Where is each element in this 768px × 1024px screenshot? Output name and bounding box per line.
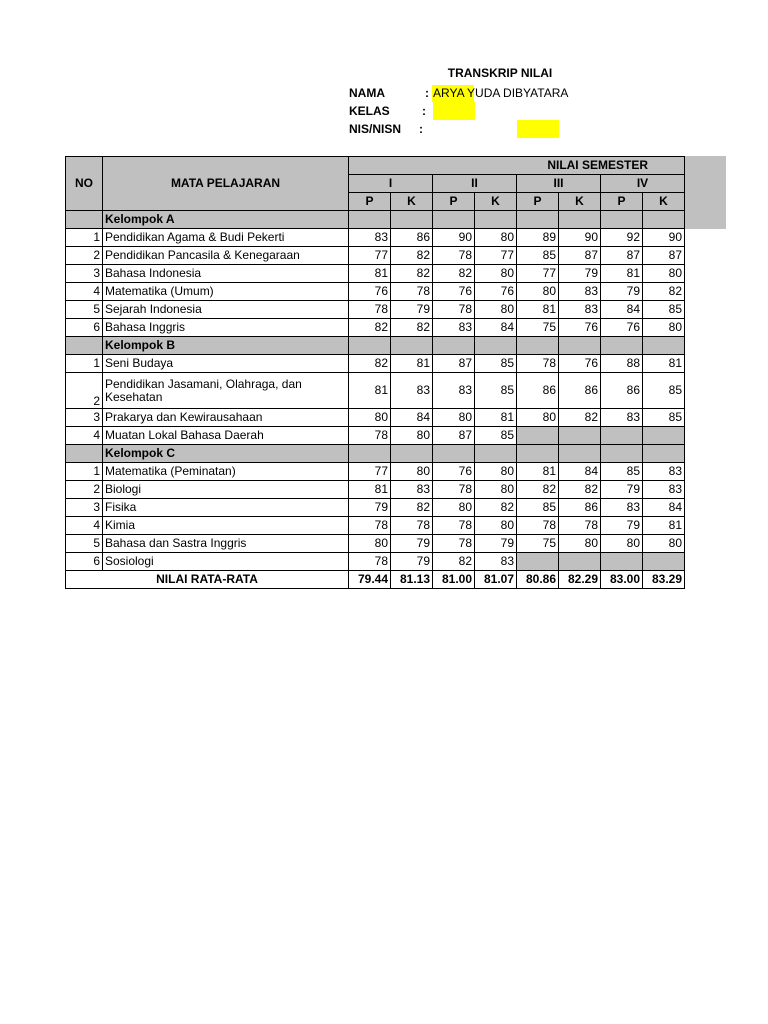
row-number: 6: [66, 553, 103, 571]
average-value: 81.00: [433, 571, 475, 589]
grade-cell: 79: [391, 535, 433, 553]
grade-cell: 79: [559, 265, 601, 283]
grade-cell: 82: [643, 283, 685, 301]
subject-name: Bahasa Inggris: [103, 319, 349, 337]
grade-cell: 81: [391, 355, 433, 373]
grade-cell: 81: [643, 355, 685, 373]
grade-cell: 76: [559, 319, 601, 337]
subject-name: Muatan Lokal Bahasa Daerah: [103, 427, 349, 445]
grade-cell: 85: [475, 373, 517, 409]
grade-cell: 80: [559, 535, 601, 553]
subject-name: Biologi: [103, 481, 349, 499]
grade-cell: 79: [601, 283, 643, 301]
grade-cell: 80: [349, 409, 391, 427]
grade-cell: 80: [475, 229, 517, 247]
group-empty-cell: [559, 445, 601, 463]
grade-cell: 86: [517, 373, 559, 409]
grade-cell: 75: [517, 535, 559, 553]
grade-cell: 83: [433, 319, 475, 337]
average-value: 83.29: [643, 571, 685, 589]
row-number: 4: [66, 283, 103, 301]
grade-cell: [601, 427, 643, 445]
group-empty-cell: [643, 445, 685, 463]
grade-cell: 81: [349, 373, 391, 409]
grade-cell: 79: [391, 301, 433, 319]
grade-cell: 85: [643, 301, 685, 319]
subject-name: Kimia: [103, 517, 349, 535]
group-empty-cell: [517, 211, 559, 229]
grade-cell: 80: [643, 535, 685, 553]
grade-cell: 81: [475, 409, 517, 427]
grade-cell: 80: [517, 409, 559, 427]
subject-name: Seni Budaya: [103, 355, 349, 373]
grade-cell: 87: [601, 247, 643, 265]
group-empty-cell: [391, 337, 433, 355]
grade-cell: [601, 553, 643, 571]
table-row: [66, 355, 685, 373]
group-empty-cell: [601, 211, 643, 229]
row-number: 4: [66, 517, 103, 535]
subject-name: Matematika (Umum): [103, 283, 349, 301]
subject-name: Pendidikan Agama & Budi Pekerti: [103, 229, 349, 247]
grade-cell: 82: [559, 481, 601, 499]
group-row: [66, 211, 685, 229]
table-row: [66, 535, 685, 553]
row-number: 4: [66, 427, 103, 445]
average-value: 80.86: [517, 571, 559, 589]
grade-cell: 85: [475, 427, 517, 445]
average-value: 82.29: [559, 571, 601, 589]
grade-cell: [559, 427, 601, 445]
table-row: [66, 427, 685, 445]
subject-name: Pendidikan Pancasila & Kenegaraan: [103, 247, 349, 265]
grade-cell: 78: [559, 517, 601, 535]
group-row: [66, 337, 685, 355]
grade-cell: 77: [349, 463, 391, 481]
nis-value-highlight: [517, 120, 559, 138]
grade-cell: 85: [517, 247, 559, 265]
grade-cell: 78: [349, 301, 391, 319]
grey-side-block: [684, 156, 726, 229]
kelas-colon: :: [422, 104, 426, 118]
header-semester-1: I: [349, 175, 433, 193]
grade-cell: 87: [643, 247, 685, 265]
grade-cell: 83: [601, 499, 643, 517]
average-value: 81.07: [475, 571, 517, 589]
group-empty-cell: [391, 445, 433, 463]
grade-cell: 80: [433, 409, 475, 427]
header-sub-k: K: [643, 193, 685, 211]
group-empty-cell: [433, 211, 475, 229]
nama-colon: :: [425, 86, 429, 100]
grade-cell: 87: [433, 427, 475, 445]
group-empty-cell: [475, 211, 517, 229]
group-empty-cell: [643, 211, 685, 229]
row-number: 3: [66, 409, 103, 427]
subject-name: Fisika: [103, 499, 349, 517]
group-empty-cell: [349, 445, 391, 463]
grade-cell: [559, 553, 601, 571]
grade-cell: 76: [349, 283, 391, 301]
subject-name: Sejarah Indonesia: [103, 301, 349, 319]
table-row: [66, 319, 685, 337]
nama-value: ARYA YUDA DIBYATARA: [433, 86, 569, 100]
grade-cell: 77: [349, 247, 391, 265]
grade-cell: 90: [559, 229, 601, 247]
group-row: [66, 445, 685, 463]
grade-cell: 90: [643, 229, 685, 247]
grade-cell: 81: [643, 517, 685, 535]
grade-cell: 79: [349, 499, 391, 517]
table-row: [66, 481, 685, 499]
grade-cell: 83: [391, 373, 433, 409]
grade-cell: 80: [391, 463, 433, 481]
row-number: 1: [66, 463, 103, 481]
subject-name: Prakarya dan Kewirausahaan: [103, 409, 349, 427]
grade-cell: 81: [601, 265, 643, 283]
grade-cell: [517, 427, 559, 445]
table-row: [66, 301, 685, 319]
table-row: [66, 463, 685, 481]
grade-cell: 76: [433, 283, 475, 301]
grade-cell: 76: [601, 319, 643, 337]
grade-cell: 79: [601, 517, 643, 535]
grade-cell: 79: [475, 535, 517, 553]
grade-cell: 84: [559, 463, 601, 481]
header-no: NO: [66, 157, 103, 211]
group-empty-cell: [433, 445, 475, 463]
kelas-value-highlight: [433, 102, 475, 120]
grade-cell: 82: [475, 499, 517, 517]
subject-name: Pendidikan Jasamani, Olahraga, dan Kesehatan: [103, 373, 349, 409]
header-semester-3: III: [517, 175, 601, 193]
row-number: 2: [66, 373, 103, 409]
table-row: [66, 499, 685, 517]
grade-cell: 75: [517, 319, 559, 337]
group-no-cell: [66, 211, 103, 229]
grade-cell: 78: [433, 247, 475, 265]
grade-cell: 77: [517, 265, 559, 283]
grade-cell: 81: [517, 301, 559, 319]
grade-cell: 76: [475, 283, 517, 301]
row-number: 5: [66, 301, 103, 319]
group-empty-cell: [559, 211, 601, 229]
grade-cell: 82: [433, 265, 475, 283]
nis-label: NIS/NISN: [349, 122, 402, 136]
grade-cell: 82: [391, 499, 433, 517]
grade-cell: 80: [475, 481, 517, 499]
header-sub-k: K: [559, 193, 601, 211]
table-row: [66, 283, 685, 301]
grade-cell: 82: [559, 409, 601, 427]
grade-cell: 79: [391, 553, 433, 571]
grade-cell: 80: [475, 265, 517, 283]
group-empty-cell: [475, 445, 517, 463]
grade-cell: 84: [643, 499, 685, 517]
table-row: [66, 553, 685, 571]
average-row: [66, 571, 685, 589]
row-number: 3: [66, 499, 103, 517]
table-row: [66, 517, 685, 535]
grade-cell: 77: [475, 247, 517, 265]
grade-cell: [643, 427, 685, 445]
table-row: [66, 247, 685, 265]
group-name: Kelompok A: [103, 211, 349, 229]
grade-cell: 84: [601, 301, 643, 319]
grade-cell: 80: [475, 517, 517, 535]
grade-cell: 82: [391, 265, 433, 283]
grade-cell: 83: [643, 463, 685, 481]
grade-cell: 82: [433, 553, 475, 571]
grade-cell: 87: [433, 355, 475, 373]
header-semester-2: II: [433, 175, 517, 193]
group-empty-cell: [643, 337, 685, 355]
grade-cell: 83: [559, 301, 601, 319]
grade-cell: 78: [517, 517, 559, 535]
grade-table: [65, 156, 685, 589]
table-row: [66, 409, 685, 427]
grade-cell: 85: [643, 373, 685, 409]
grade-cell: 83: [601, 409, 643, 427]
header-nilai-semester: NILAI SEMESTER: [349, 157, 685, 175]
document-title: TRANSKRIP NILAI: [447, 66, 553, 80]
row-number: 5: [66, 535, 103, 553]
nis-colon: :: [419, 122, 423, 136]
subject-name: Bahasa Indonesia: [103, 265, 349, 283]
grade-cell: 78: [349, 553, 391, 571]
table-row: [66, 265, 685, 283]
group-name: Kelompok B: [103, 337, 349, 355]
group-empty-cell: [559, 337, 601, 355]
grade-cell: 80: [475, 463, 517, 481]
grade-cell: 81: [349, 265, 391, 283]
grade-cell: 85: [601, 463, 643, 481]
grade-cell: 82: [349, 355, 391, 373]
header-sub-k: K: [391, 193, 433, 211]
grade-cell: 78: [391, 517, 433, 535]
row-number: 6: [66, 319, 103, 337]
grade-cell: 83: [643, 481, 685, 499]
group-empty-cell: [433, 337, 475, 355]
grade-cell: 88: [601, 355, 643, 373]
grade-cell: 84: [391, 409, 433, 427]
grade-cell: 85: [475, 355, 517, 373]
group-name: Kelompok C: [103, 445, 349, 463]
group-empty-cell: [391, 211, 433, 229]
kelas-label: KELAS: [349, 104, 390, 118]
grade-cell: 80: [643, 265, 685, 283]
group-empty-cell: [517, 445, 559, 463]
grade-cell: 83: [475, 553, 517, 571]
grade-cell: 92: [601, 229, 643, 247]
grade-cell: 78: [349, 517, 391, 535]
grade-cell: 86: [559, 499, 601, 517]
group-empty-cell: [349, 337, 391, 355]
header-sub-p: P: [517, 193, 559, 211]
grade-cell: 80: [643, 319, 685, 337]
subject-name: Bahasa dan Sastra Inggris: [103, 535, 349, 553]
grade-cell: 82: [349, 319, 391, 337]
grade-cell: 78: [433, 535, 475, 553]
grade-cell: 90: [433, 229, 475, 247]
average-value: 81.13: [391, 571, 433, 589]
subject-name: Matematika (Peminatan): [103, 463, 349, 481]
group-no-cell: [66, 337, 103, 355]
group-no-cell: [66, 445, 103, 463]
grade-cell: [517, 553, 559, 571]
table-row: [66, 373, 685, 409]
grade-cell: 86: [559, 373, 601, 409]
grade-cell: 78: [517, 355, 559, 373]
row-number: 3: [66, 265, 103, 283]
grade-cell: 84: [475, 319, 517, 337]
table-row: [66, 229, 685, 247]
grade-cell: 85: [643, 409, 685, 427]
grade-cell: 78: [433, 481, 475, 499]
grade-cell: 87: [559, 247, 601, 265]
grade-cell: 81: [349, 481, 391, 499]
grade-cell: 79: [601, 481, 643, 499]
grade-cell: 78: [433, 517, 475, 535]
header-sub-p: P: [433, 193, 475, 211]
grade-cell: 83: [559, 283, 601, 301]
group-empty-cell: [349, 211, 391, 229]
grade-cell: 81: [517, 463, 559, 481]
grade-cell: 80: [349, 535, 391, 553]
subject-name: Sosiologi: [103, 553, 349, 571]
header-sub-k: K: [475, 193, 517, 211]
grade-cell: 76: [433, 463, 475, 481]
grade-cell: 80: [475, 301, 517, 319]
grade-cell: 78: [433, 301, 475, 319]
grade-cell: 80: [391, 427, 433, 445]
grade-cell: 86: [391, 229, 433, 247]
grade-cell: 83: [349, 229, 391, 247]
grade-cell: 83: [391, 481, 433, 499]
grade-cell: 80: [433, 499, 475, 517]
grade-cell: 82: [391, 247, 433, 265]
group-empty-cell: [601, 337, 643, 355]
row-number: 1: [66, 355, 103, 373]
nama-label: NAMA: [349, 86, 385, 100]
row-number: 2: [66, 247, 103, 265]
grade-cell: 85: [517, 499, 559, 517]
grade-cell: 86: [601, 373, 643, 409]
row-number: 1: [66, 229, 103, 247]
grade-cell: 83: [433, 373, 475, 409]
header-sub-p: P: [349, 193, 391, 211]
grade-cell: 78: [349, 427, 391, 445]
grade-cell: 76: [559, 355, 601, 373]
row-number: 2: [66, 481, 103, 499]
header-sub-p: P: [601, 193, 643, 211]
header-semester-4: IV: [601, 175, 685, 193]
grade-cell: 80: [601, 535, 643, 553]
grade-cell: [643, 553, 685, 571]
group-empty-cell: [517, 337, 559, 355]
group-empty-cell: [475, 337, 517, 355]
average-label: NILAI RATA-RATA: [66, 571, 349, 589]
average-value: 79.44: [349, 571, 391, 589]
header-mata-pelajaran: MATA PELAJARAN: [103, 157, 349, 211]
grade-cell: 89: [517, 229, 559, 247]
group-empty-cell: [601, 445, 643, 463]
grade-cell: 82: [391, 319, 433, 337]
grade-cell: 82: [517, 481, 559, 499]
grade-cell: 78: [391, 283, 433, 301]
grade-cell: 80: [517, 283, 559, 301]
average-value: 83.00: [601, 571, 643, 589]
